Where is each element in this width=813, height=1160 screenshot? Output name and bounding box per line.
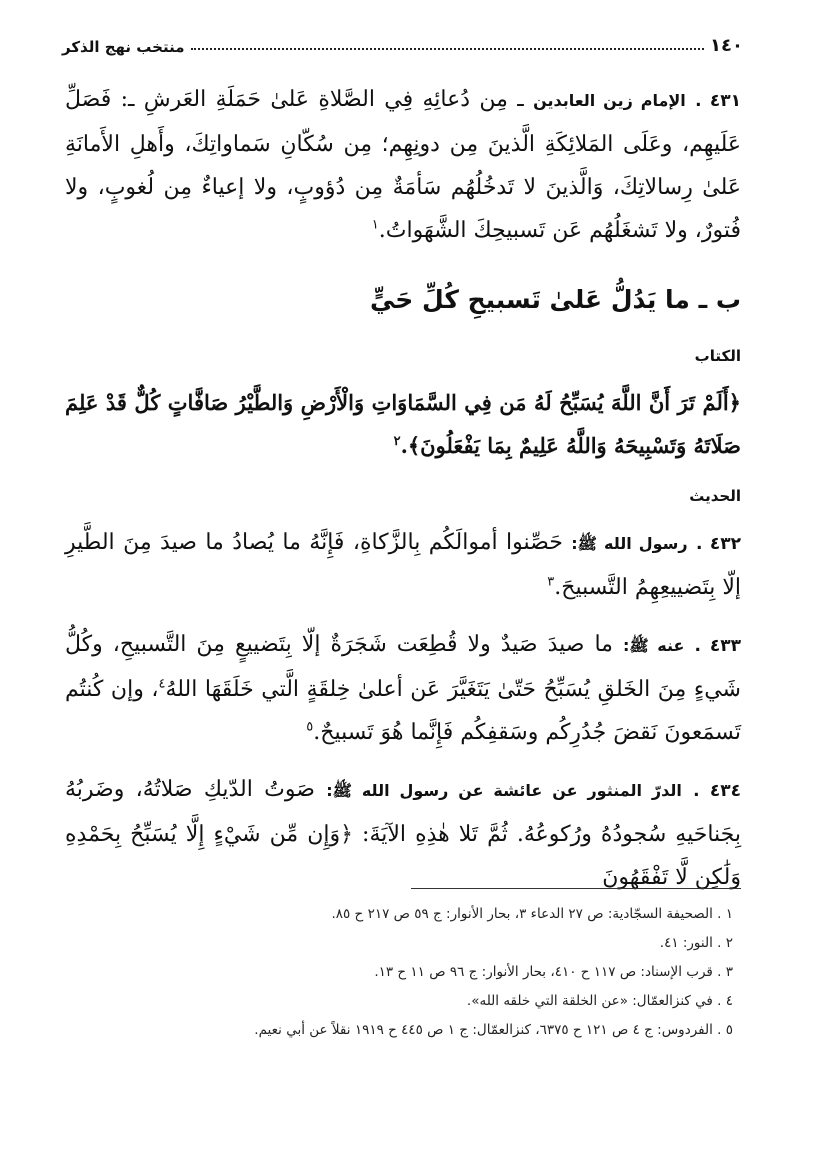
- hadith-432: [65, 521, 741, 609]
- entry-431: [65, 78, 741, 252]
- footnotes: [93, 900, 733, 1045]
- footnote-2: ٢ . النور: ٤١.: [659, 935, 733, 951]
- book-title: منتخب نهج الذكر: [62, 38, 185, 56]
- quran-text: ﴿أَلَمْ تَرَ أَنَّ اللَّهَ يُسَبِّحُ لَهُ مَن فِي السَّمَاوَاتِ وَالْأَرْضِ وَالطَّيْرُ صَافَّاتٍ كُلٌّ قَدْ عَلِمَ صَلَاتَهُ وَتَسْبِيحَهُ وَاللَّهُ عَلِيمٌ بِمَا يَفْعَلُونَ﴾.: [65, 390, 741, 458]
- entry-text: ـ مِن دُعائِهِ فِي الصَّلاةِ عَلىٰ حَمَلَةِ العَرشِ ـ: فَصَلِّ عَلَيهِم، وعَلَى المَلائِكَةِ الَّذينَ مِن دونِهِم؛ مِن سُكّانِ سَماواتِكَ، وأَهلِ الأَمانَةِ عَلىٰ رِسالاتِكَ، وَالَّذينَ لا تَدخُلُهُم سَأمَةٌ مِن دُؤوبٍ، ولا إعياءٌ مِن لُغوبٍ، ولا فُتورٌ، ولا تَشغَلُهُم عَن تَسبيحِكَ الشَّهَواتُ.: [65, 87, 741, 243]
- section-subheading: ب ـ ما يَدُلُّ عَلىٰ تَسبيحِ كُلِّ حَيٍّ: [370, 285, 741, 314]
- hadith-text: حَصِّنوا أموالَكُم بِالزَّكاةِ، فَإِنَّهُ ما يُصادُ ما صيدَ مِنَ الطَّيرِ إلّا بِتَضييعِهِمُ التَّسبيحَ.: [65, 530, 741, 600]
- hadith-number: ٤٣٣ .: [694, 636, 741, 656]
- footnote-ref: ٥: [306, 719, 314, 735]
- hadith-434: [65, 768, 741, 899]
- footnote-3: ٣ . قرب الإسناد: ص ١١٧ ح ٤١٠، بحار الأنوار: ج ٩٦ ص ١١ ح ١٣.: [374, 964, 733, 980]
- header-dotted-leader: [191, 48, 705, 50]
- hadith-text-continued: ، وإن كُنتُم تَسمَعونَ نَقضَ جُدُرِكُم وسَقفِكُم فَإِنَّما هُوَ تَسبيحٌ.: [65, 677, 741, 745]
- hadith-label: الحديث: [689, 487, 741, 505]
- running-header: [62, 30, 743, 56]
- entry-source: الإمام زين العابدين: [533, 91, 686, 110]
- quran-verse: [65, 381, 741, 467]
- entry-number: ٤٣١ .: [695, 91, 741, 111]
- hadith-number: ٤٣٤ .: [693, 781, 742, 801]
- hadith-text: ما صيدَ صَيدٌ ولا قُطِعَت شَجَرَةٌ إلّا بِتَضييعٍ مِنَ التَّسبيحِ، وكُلُّ شَيءٍ مِنَ الخَلقِ يُسَبِّحُ حَتّىٰ يَتَغَيَّرَ عَن أعلىٰ خِلقَةٍ الَّتي خَلَقَهَا اللهُ: [65, 632, 741, 702]
- hadith-source: الدرّ المنثور عن عائشة عن رسول الله ﷺ:: [326, 781, 682, 800]
- footnote-ref: ٤: [158, 676, 166, 692]
- page-number: ١٤٠: [710, 35, 743, 56]
- footnote-ref: ٣: [547, 574, 555, 590]
- footnote-separator: [411, 888, 741, 889]
- footnote-1: ١ . الصحيفة السجّادية: ص ٢٧ الدعاء ٣، بحار الأنوار: ج ٥٩ ص ٢١٧ ح ٨٥.: [331, 906, 733, 922]
- hadith-text: صَوتُ الدّيكِ صَلاتُهُ، وضَربُهُ بِجَناحَيهِ سُجودُهُ ورُكوعُهُ. ثُمَّ تَلا هٰذِهِ الآيَةَ: ﴿وَإِن مِّن شَيْءٍ إِلَّا يُسَبِّحُ بِحَمْدِهِ وَلَٰكِن لَّا تَفْقَهُونَ: [65, 777, 741, 890]
- footnote-5: ٥ . الفردوس: ج ٤ ص ١٢١ ح ٦٣٧٥، كنزالعمّال: ج ١ ص ٤٤٥ ح ١٩١٩ نقلاً عن أبي نعيم.: [254, 1022, 733, 1038]
- footnote-ref: ٢: [393, 434, 401, 449]
- footnote-ref: ١: [371, 217, 379, 233]
- hadith-source: عنه ﷺ:: [622, 636, 685, 655]
- hadith-source: رسول الله ﷺ:: [571, 534, 688, 553]
- hadith-433: [65, 623, 741, 754]
- book-label: الكتاب: [694, 347, 741, 365]
- main-text: [65, 78, 741, 913]
- footnote-4: ٤ . في كنزالعمّال: «عن الخلقة التي خلقه الله».: [466, 993, 733, 1009]
- hadith-number: ٤٣٢ .: [696, 534, 741, 554]
